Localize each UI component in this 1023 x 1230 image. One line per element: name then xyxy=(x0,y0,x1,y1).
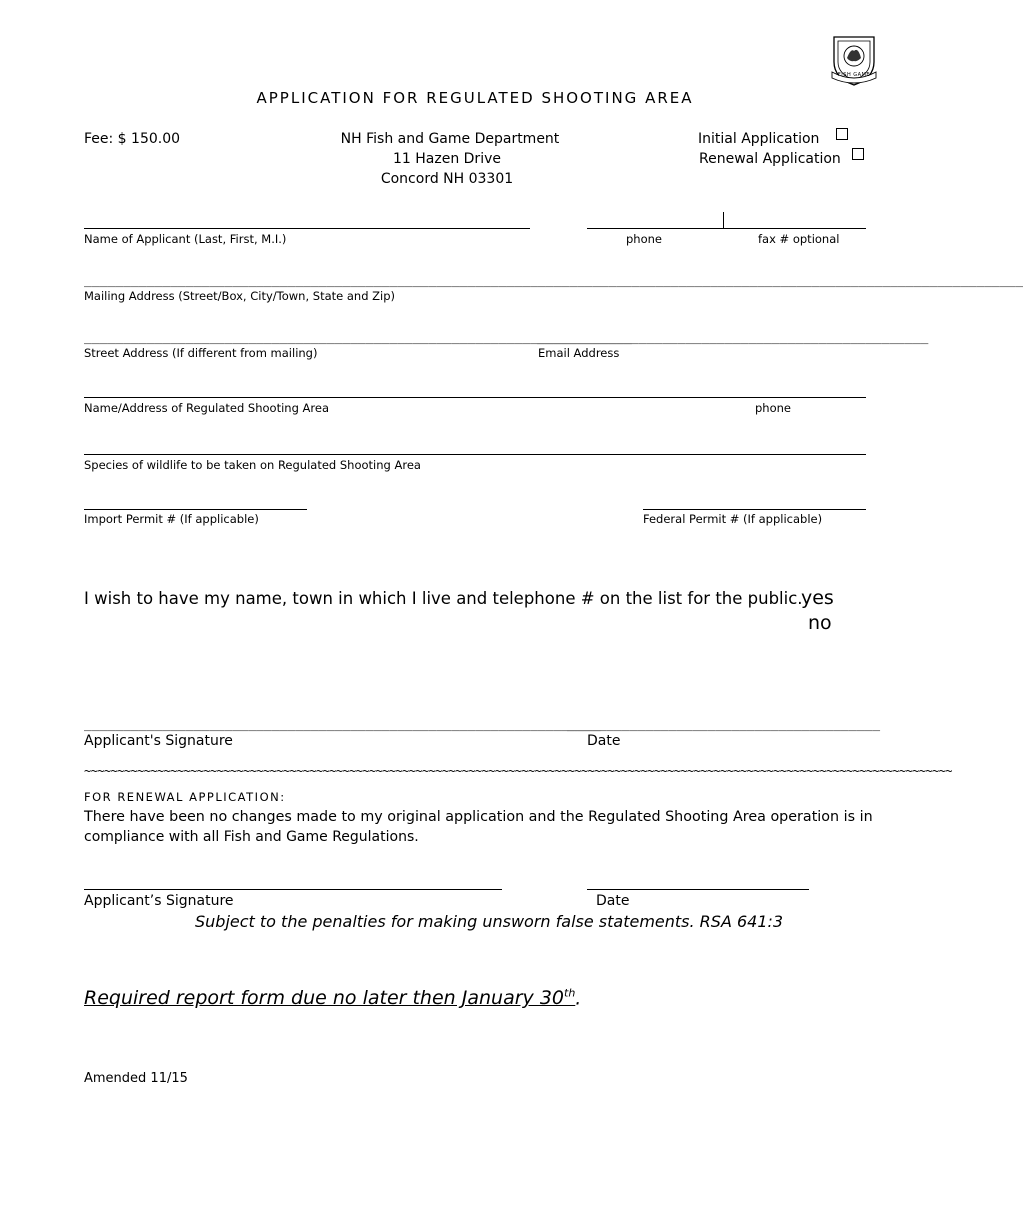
renewal-application-checkbox[interactable] xyxy=(852,148,864,160)
applicant-signature-label: Applicant's Signature xyxy=(84,733,233,749)
renewal-date-line[interactable] xyxy=(587,889,809,890)
initial-application-checkbox[interactable] xyxy=(836,128,848,140)
email-address-line[interactable]: __________________________________________________ xyxy=(537,330,929,345)
penalty-notice: Subject to the penalties for making unsworn false statements. RSA 641:3 xyxy=(195,912,784,931)
public-list-statement: I wish to have my name, town in which I live and telephone # on the list for the public. xyxy=(84,589,803,608)
agency-name: NH Fish and Game Department xyxy=(340,131,560,147)
import-permit-line[interactable] xyxy=(84,509,307,510)
form-title: APPLICATION FOR REGULATED SHOOTING AREA xyxy=(256,89,694,107)
renewal-signature-label: Applicant’s Signature xyxy=(84,893,234,909)
agency-street: 11 Hazen Drive xyxy=(393,151,501,167)
renewal-statement-line2: compliance with all Fish and Game Regulations. xyxy=(84,829,419,845)
phone-fax-line[interactable] xyxy=(587,228,866,229)
phone-fax-divider xyxy=(723,212,724,228)
renewal-signature-line[interactable] xyxy=(84,889,502,890)
shooting-area-line[interactable] xyxy=(84,397,866,398)
renewal-heading: FOR RENEWAL APPLICATION: xyxy=(84,790,286,804)
seal-banner-text: FISH GAME xyxy=(837,72,871,78)
email-address-label: Email Address xyxy=(538,346,620,360)
shooting-area-phone-label: phone xyxy=(755,401,791,415)
shooting-area-label: Name/Address of Regulated Shooting Area xyxy=(84,401,329,415)
applicant-name-label: Name of Applicant (Last, First, M.I.) xyxy=(84,232,287,246)
agency-city: Concord NH 03301 xyxy=(380,171,514,187)
mailing-address-label: Mailing Address (Street/Box, City/Town, State and Zip) xyxy=(84,289,396,303)
section-divider: ~~~~~~~~~~~~~~~~~~~~~~~~~~~~~~~~~~~~~~~~~~~~~~~~~~~~~~~~~~~~~~~~~~~~~~~~~~~~~~~~~~~~~~~~~~~~~~~~~~~~~~~~~~~~~~~~~~~~~~~~~~~~~~~~~~~ xyxy=(84,764,952,778)
applicant-name-line[interactable] xyxy=(84,228,530,229)
renewal-date-label: Date xyxy=(596,893,630,909)
public-list-yes-option[interactable]: yes xyxy=(801,587,834,609)
federal-permit-line[interactable] xyxy=(643,509,866,510)
signature-date-label: Date xyxy=(587,733,621,749)
report-due-text: Required report form due no later then January 30 xyxy=(84,987,564,1010)
amended-date: Amended 11/15 xyxy=(84,1071,188,1086)
fee-label: Fee: $ 150.00 xyxy=(84,131,181,147)
renewal-statement-line1: There have been no changes made to my original application and the Regulated Shooting Area operation is in xyxy=(84,809,873,825)
species-label: Species of wildlife to be taken on Regulated Shooting Area xyxy=(84,458,421,472)
initial-application-label: Initial Application xyxy=(698,131,820,147)
fax-label: fax # optional xyxy=(758,232,840,246)
federal-permit-label: Federal Permit # (If applicable) xyxy=(643,512,823,526)
import-permit-label: Import Permit # (If applicable) xyxy=(84,512,259,526)
report-due-period: . xyxy=(575,987,582,1010)
signature-date-line[interactable]: ________________________________________ xyxy=(567,717,881,732)
street-address-line[interactable]: ______________________________________________________________________ xyxy=(84,330,632,345)
renewal-application-label: Renewal Application xyxy=(699,151,841,167)
public-list-no-option[interactable]: no xyxy=(808,612,832,634)
report-due-superscript: th xyxy=(564,987,576,1000)
applicant-signature-line[interactable]: __________________________________________________________________ xyxy=(84,717,601,732)
phone-label: phone xyxy=(626,232,662,246)
species-line[interactable] xyxy=(84,454,866,455)
agency-seal-logo xyxy=(829,34,879,88)
mailing-address-line[interactable]: ________________________________________________________________________________________________________________________ xyxy=(84,273,1023,288)
report-due-notice xyxy=(84,987,581,1009)
street-address-label: Street Address (If different from mailing) xyxy=(84,346,318,360)
